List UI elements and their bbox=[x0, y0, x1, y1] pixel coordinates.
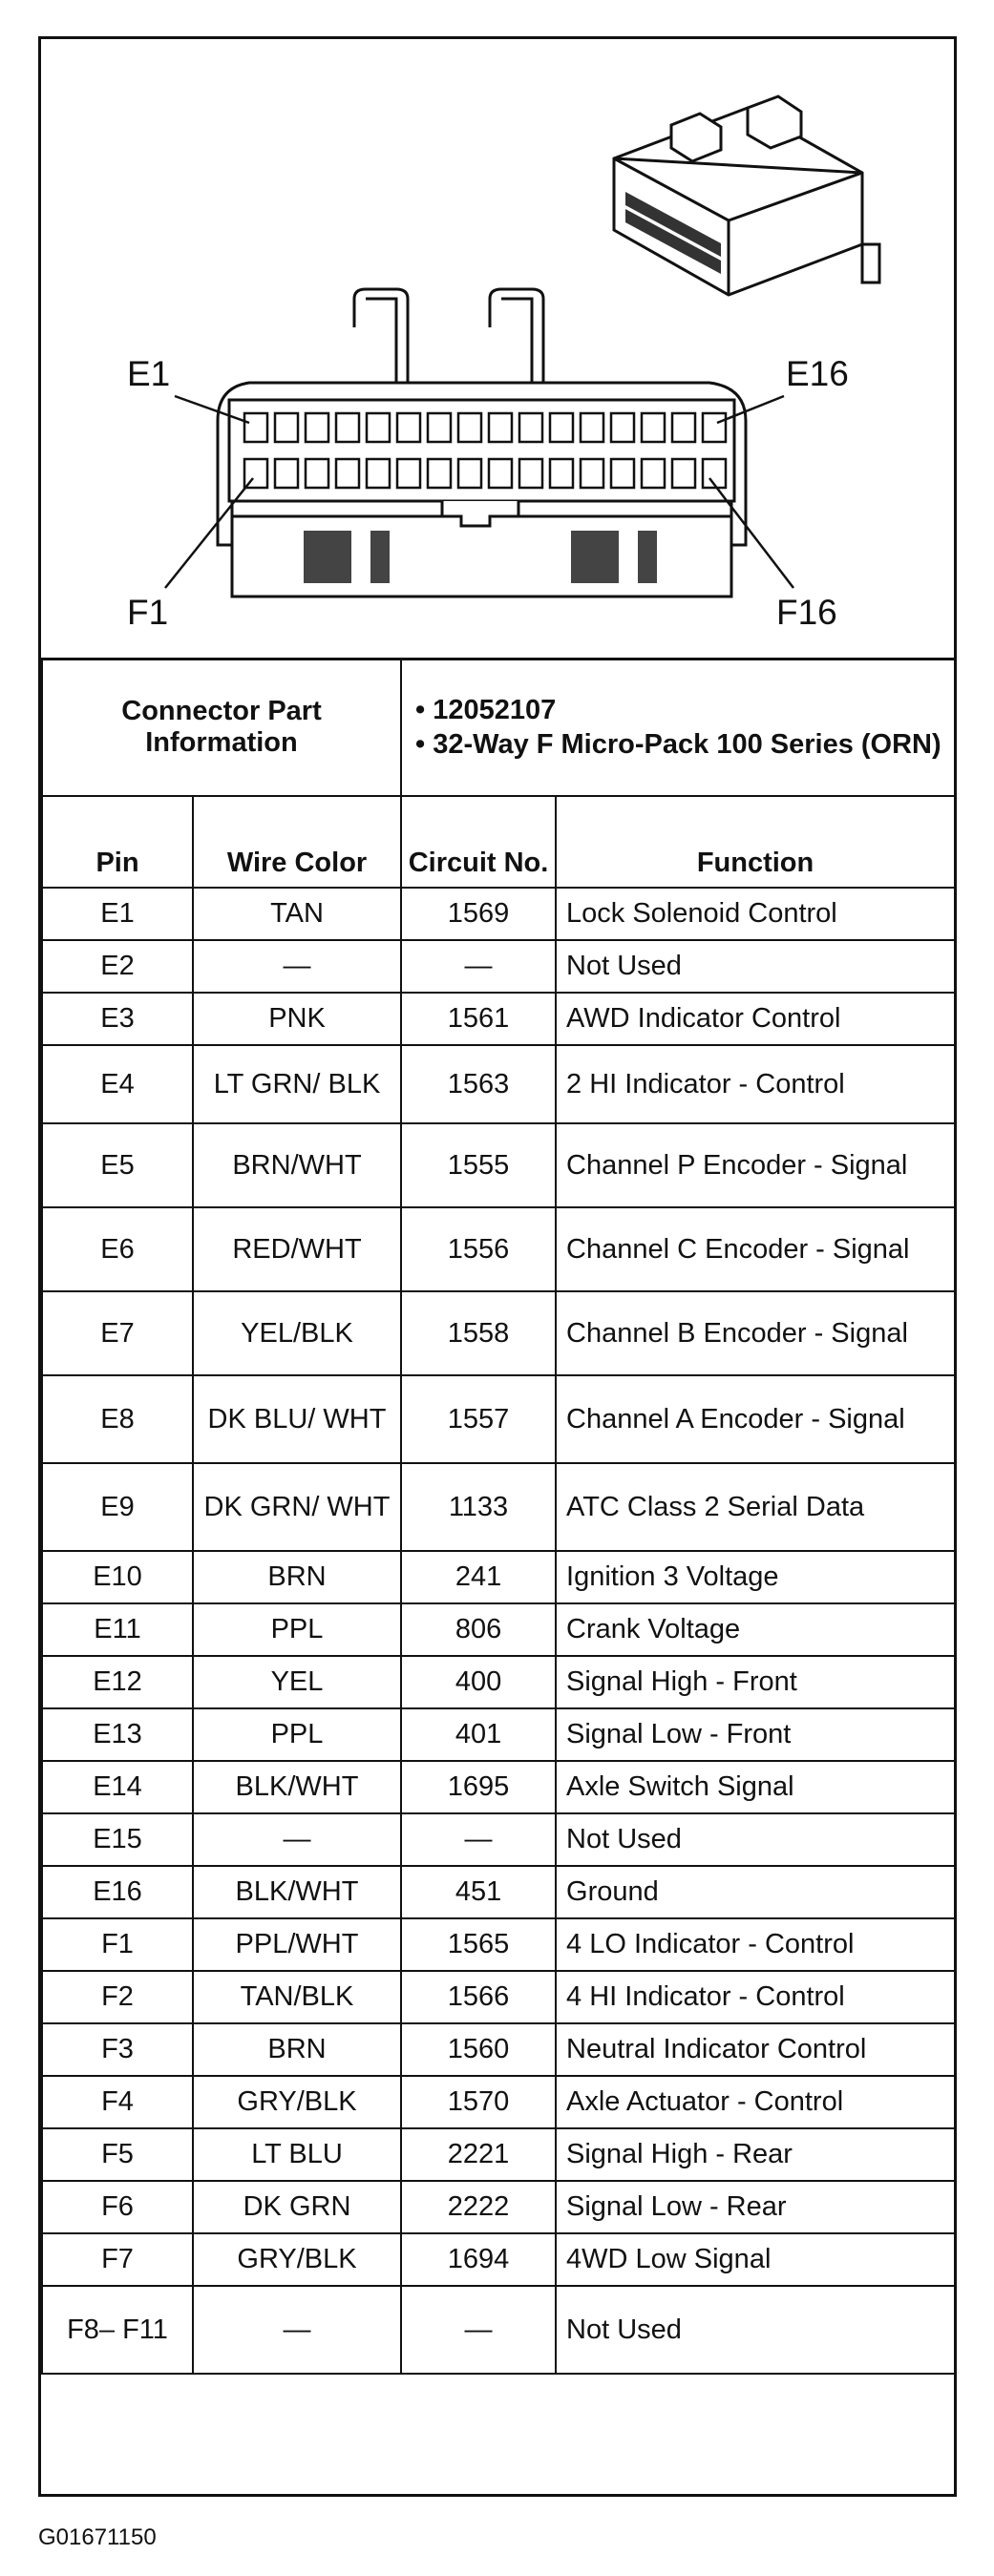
pin-cell: E10 bbox=[42, 1551, 193, 1603]
circuit-cell: 1560 bbox=[401, 2023, 556, 2076]
function-cell: Signal Low - Rear bbox=[556, 2181, 955, 2233]
function-cell: Not Used bbox=[556, 2286, 955, 2374]
table-row bbox=[42, 2128, 955, 2181]
table-row bbox=[42, 1123, 955, 1207]
function-cell: Not Used bbox=[556, 1813, 955, 1866]
circuit-cell: — bbox=[401, 2286, 556, 2374]
wire-color-cell: — bbox=[193, 1813, 401, 1866]
wire-color-cell: LT BLU bbox=[193, 2128, 401, 2181]
connector-info-label: Connector Part Information bbox=[42, 659, 401, 796]
circuit-cell: 1557 bbox=[401, 1375, 556, 1463]
table-row bbox=[42, 1813, 955, 1866]
wire-color-cell: DK GRN/ WHT bbox=[193, 1463, 401, 1551]
col-wire-color: Wire Color bbox=[193, 796, 401, 888]
pin-cell: E11 bbox=[42, 1603, 193, 1656]
wire-color-cell: TAN/BLK bbox=[193, 1971, 401, 2023]
table-row bbox=[42, 1045, 955, 1123]
wire-color-cell: — bbox=[193, 2286, 401, 2374]
table-row bbox=[42, 1463, 955, 1551]
wire-color-cell: GRY/BLK bbox=[193, 2233, 401, 2286]
pin-cell: F1 bbox=[42, 1918, 193, 1971]
function-cell: Ground bbox=[556, 1866, 955, 1918]
wire-color-cell: PPL bbox=[193, 1708, 401, 1761]
table-row bbox=[42, 2023, 955, 2076]
wire-color-cell: RED/WHT bbox=[193, 1207, 401, 1291]
function-cell: Channel P Encoder - Signal bbox=[556, 1123, 955, 1207]
circuit-cell: 1569 bbox=[401, 888, 556, 940]
wire-color-cell: YEL bbox=[193, 1656, 401, 1708]
pin-cell: E14 bbox=[42, 1761, 193, 1813]
circuit-cell: 1555 bbox=[401, 1123, 556, 1207]
wire-color-cell: — bbox=[193, 940, 401, 993]
function-cell: Ignition 3 Voltage bbox=[556, 1551, 955, 1603]
function-cell: Not Used bbox=[556, 940, 955, 993]
circuit-cell: 451 bbox=[401, 1866, 556, 1918]
wire-color-cell: TAN bbox=[193, 888, 401, 940]
wire-color-cell: BLK/WHT bbox=[193, 1866, 401, 1918]
table-row bbox=[42, 2076, 955, 2128]
wire-color-cell: YEL/BLK bbox=[193, 1291, 401, 1375]
wire-color-cell: DK BLU/ WHT bbox=[193, 1375, 401, 1463]
circuit-cell: 806 bbox=[401, 1603, 556, 1656]
wire-color-cell: PNK bbox=[193, 993, 401, 1045]
table-row bbox=[42, 1551, 955, 1603]
circuit-cell: 401 bbox=[401, 1708, 556, 1761]
pin-cell: E12 bbox=[42, 1656, 193, 1708]
wire-color-cell: BLK/WHT bbox=[193, 1761, 401, 1813]
document-frame bbox=[38, 36, 957, 2497]
pin-cell: F8– F11 bbox=[42, 2286, 193, 2374]
function-cell: Lock Solenoid Control bbox=[556, 888, 955, 940]
connector-isometric-icon bbox=[614, 96, 879, 295]
circuit-cell: 1570 bbox=[401, 2076, 556, 2128]
label-e1: E1 bbox=[127, 354, 171, 393]
function-cell: Channel B Encoder - Signal bbox=[556, 1291, 955, 1375]
function-cell: Signal High - Rear bbox=[556, 2128, 955, 2181]
column-header-row bbox=[42, 796, 955, 888]
wire-color-cell: BRN bbox=[193, 1551, 401, 1603]
pin-cell: F2 bbox=[42, 1971, 193, 2023]
wire-color-cell: PPL bbox=[193, 1603, 401, 1656]
wire-color-cell: GRY/BLK bbox=[193, 2076, 401, 2128]
table-row bbox=[42, 1375, 955, 1463]
circuit-cell: 1695 bbox=[401, 1761, 556, 1813]
circuit-cell: 241 bbox=[401, 1551, 556, 1603]
function-cell: 4 LO Indicator - Control bbox=[556, 1918, 955, 1971]
circuit-cell: 1556 bbox=[401, 1207, 556, 1291]
table-row bbox=[42, 2233, 955, 2286]
pin-cell: F5 bbox=[42, 2128, 193, 2181]
wire-color-cell: DK GRN bbox=[193, 2181, 401, 2233]
function-cell: Axle Actuator - Control bbox=[556, 2076, 955, 2128]
col-function: Function bbox=[556, 796, 955, 888]
circuit-cell: 2222 bbox=[401, 2181, 556, 2233]
function-cell: Signal High - Front bbox=[556, 1656, 955, 1708]
table-row bbox=[42, 888, 955, 940]
function-cell: Axle Switch Signal bbox=[556, 1761, 955, 1813]
pin-cell: E1 bbox=[42, 888, 193, 940]
wire-color-cell: BRN bbox=[193, 2023, 401, 2076]
table-row bbox=[42, 1761, 955, 1813]
pin-cell: E3 bbox=[42, 993, 193, 1045]
pin-cell: E9 bbox=[42, 1463, 193, 1551]
connector-diagram bbox=[41, 39, 954, 660]
function-cell: Neutral Indicator Control bbox=[556, 2023, 955, 2076]
function-cell: AWD Indicator Control bbox=[556, 993, 955, 1045]
circuit-cell: 1558 bbox=[401, 1291, 556, 1375]
function-cell: Channel C Encoder - Signal bbox=[556, 1207, 955, 1291]
table-row bbox=[42, 2286, 955, 2374]
pin-cell: E7 bbox=[42, 1291, 193, 1375]
pin-cell: F7 bbox=[42, 2233, 193, 2286]
pin-cell: F4 bbox=[42, 2076, 193, 2128]
circuit-cell: 1561 bbox=[401, 993, 556, 1045]
circuit-cell: 2221 bbox=[401, 2128, 556, 2181]
table-row bbox=[42, 1918, 955, 1971]
pin-cell: F3 bbox=[42, 2023, 193, 2076]
label-e16: E16 bbox=[786, 354, 849, 393]
pin-cell: E15 bbox=[42, 1813, 193, 1866]
circuit-cell: 1133 bbox=[401, 1463, 556, 1551]
part-number: • 12052107 bbox=[415, 695, 557, 725]
table-row bbox=[42, 2181, 955, 2233]
table-row bbox=[42, 1603, 955, 1656]
circuit-cell: 1694 bbox=[401, 2233, 556, 2286]
wire-color-cell: BRN/WHT bbox=[193, 1123, 401, 1207]
connector-info-values bbox=[401, 659, 955, 796]
wire-color-cell: LT GRN/ BLK bbox=[193, 1045, 401, 1123]
pin-cell: E8 bbox=[42, 1375, 193, 1463]
connector-info-row bbox=[42, 659, 955, 796]
pin-cell: F6 bbox=[42, 2181, 193, 2233]
table-row bbox=[42, 1291, 955, 1375]
wire-color-cell: PPL/WHT bbox=[193, 1918, 401, 1971]
function-cell: 4 HI Indicator - Control bbox=[556, 1971, 955, 2023]
circuit-cell: — bbox=[401, 940, 556, 993]
table-row bbox=[42, 993, 955, 1045]
pinout-table bbox=[41, 658, 956, 2375]
connector-front-view bbox=[218, 289, 746, 597]
pin-cell: E13 bbox=[42, 1708, 193, 1761]
pin-cell: E6 bbox=[42, 1207, 193, 1291]
function-cell: 4WD Low Signal bbox=[556, 2233, 955, 2286]
pin-cell: E4 bbox=[42, 1045, 193, 1123]
connector-drawing bbox=[41, 39, 954, 658]
pin-cell: E16 bbox=[42, 1866, 193, 1918]
figure-id: G01671150 bbox=[38, 2524, 157, 2550]
circuit-cell: 1565 bbox=[401, 1918, 556, 1971]
function-cell: 2 HI Indicator - Control bbox=[556, 1045, 955, 1123]
circuit-cell: 1563 bbox=[401, 1045, 556, 1123]
circuit-cell: 1566 bbox=[401, 1971, 556, 2023]
circuit-cell: 400 bbox=[401, 1656, 556, 1708]
function-cell: Channel A Encoder - Signal bbox=[556, 1375, 955, 1463]
table-row bbox=[42, 940, 955, 993]
connector-type: • 32-Way F Micro-Pack 100 Series (ORN) bbox=[415, 729, 941, 760]
col-pin: Pin bbox=[42, 796, 193, 888]
table-row bbox=[42, 1656, 955, 1708]
function-cell: Signal Low - Front bbox=[556, 1708, 955, 1761]
circuit-cell: — bbox=[401, 1813, 556, 1866]
function-cell: ATC Class 2 Serial Data bbox=[556, 1463, 955, 1551]
pin-cell: E2 bbox=[42, 940, 193, 993]
table-row bbox=[42, 1207, 955, 1291]
table-row bbox=[42, 1971, 955, 2023]
pin-cell: E5 bbox=[42, 1123, 193, 1207]
table-row bbox=[42, 1866, 955, 1918]
function-cell: Crank Voltage bbox=[556, 1603, 955, 1656]
col-circuit: Circuit No. bbox=[401, 796, 556, 888]
label-f1: F1 bbox=[127, 593, 169, 632]
label-f16: F16 bbox=[776, 593, 837, 632]
table-row bbox=[42, 1708, 955, 1761]
